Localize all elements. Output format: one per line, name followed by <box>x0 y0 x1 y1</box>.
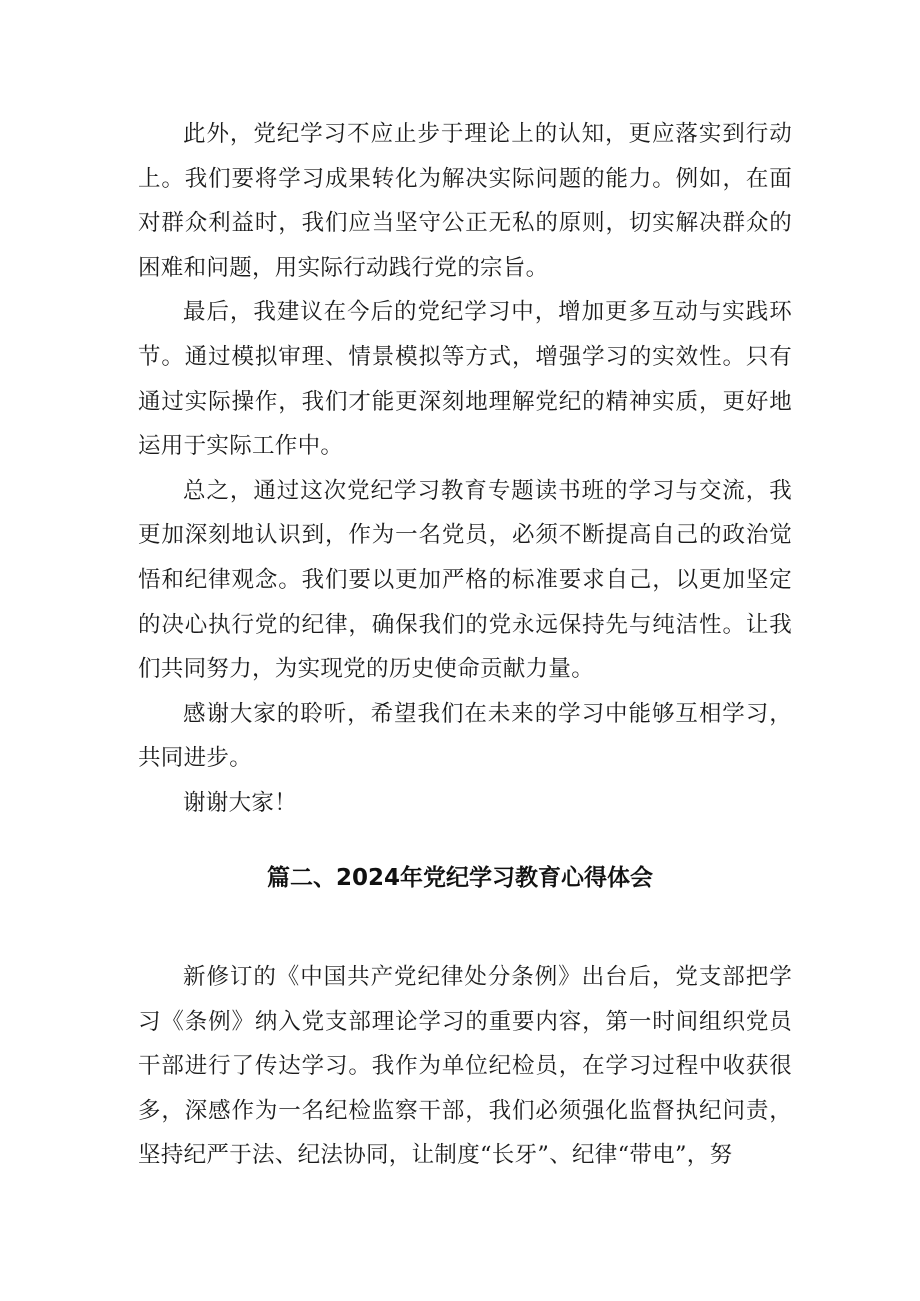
text-block-top <box>138 112 792 826</box>
section-title: 篇二、2024年党纪学习教育心得体会 <box>266 865 653 891</box>
paragraph-suggestion: 最后，我建议在今后的党纪学习中，增加更多互动与实践环节。通过模拟审理、情景模拟等方式，增强学习的实效性。只有通过实际操作，我们才能更深刻地理解党纪的精神实质，更好地运用于实际工作中。 <box>138 299 792 460</box>
paragraph-thanks-listening: 感谢大家的聆听，希望我们在未来的学习中能够互相学习，共同进步。 <box>138 700 792 772</box>
paragraph-thanks: 谢谢大家！ <box>183 789 298 816</box>
text-block-bottom <box>138 955 792 1178</box>
paragraph-action: 此外，党纪学习不应止步于理论上的认知，更应落实到行动上。我们要将学习成果转化为解决实际问题的能力。例如，在面对群众利益时，我们应当坚守公正无私的原则，切实解决群众的困难和问题，用实际行动践行党的宗旨。 <box>138 121 792 281</box>
paragraph-regulations: 新修订的《中国共产党纪律处分条例》出台后，党支部把学习《条例》纳入党支部理论学习的重要内容，第一时间组织党员干部进行了传达学习。我作为单位纪检员，在学习过程中收获很多，深感作为一名纪检监察干部，我们必须强化监督执纪问责，坚持纪严于法、纪法协同，让制度“长牙”、纪律“带电”，努 <box>138 964 792 1169</box>
paragraph-conclusion: 总之，通过这次党纪学习教育专题读书班的学习与交流，我更加深刻地认识到，作为一名党员，必须不断提高自己的政治觉悟和纪律观念。我们要以更加严格的标准要求自己，以更加坚定的决心执行党的纪律，确保我们的党永远保持先与纯洁性。让我们共同努力，为实现党的历史使命贡献力量。 <box>138 477 792 683</box>
